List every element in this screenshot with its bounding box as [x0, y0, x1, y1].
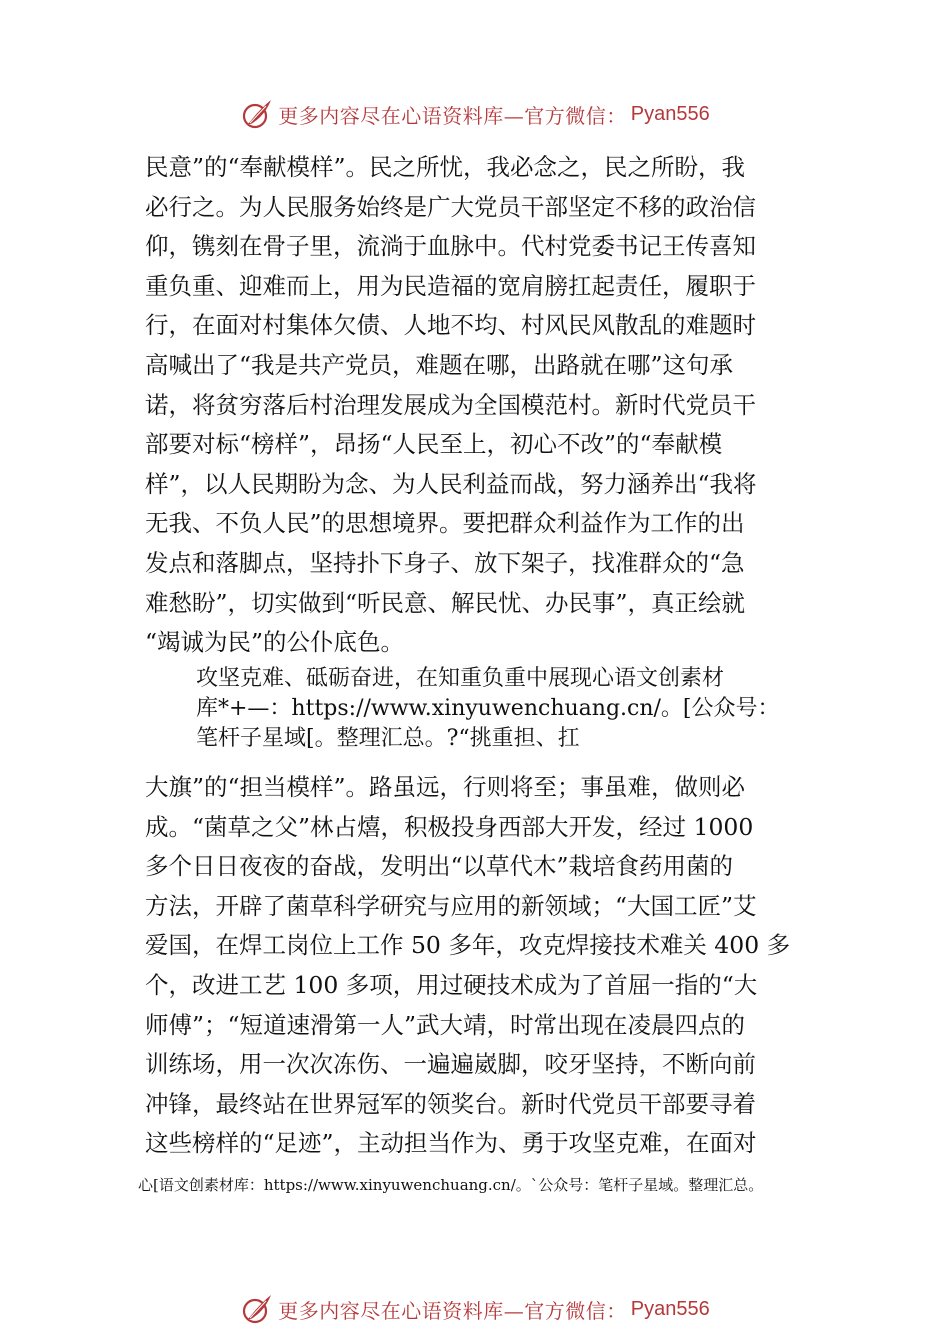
paragraph-3: 大旗”的“担当模样”。路虽远，行则将至；事虽难，做则必 成。“菌草之父”林占熺，积极投身西部大开发，经过 1000 多个日日夜夜的奋战，发明出“以草代木”栽培食药用菌的 方法，开辟了菌草科学研究与应用的新领域；“大国工匠”艾 爱国，在焊工岗位上工作 50 多年，攻克焊接技术难关 400 多 个，改进工艺 100 多项，用过硬技术成为了首屈一指的“大 师傅”；“短道速滑第一人”武大靖，时常出现在凌晨四点的 训练场，用一次次冻伤、一遍遍崴脚，咬牙坚持，不断向前 冲锋，最终站在世界冠军的领奖台。新时代党员干部要寻着 这些榜样的“足迹”，主动担当作为、勇于攻坚克难，在面对 [145, 773, 791, 1158]
banner-text: 更多内容尽在心语资料库—官方微信： [278, 103, 627, 128]
paragraph-1: 民意”的“奉献模样”。民之所忧，我必念之，民之所盼，我 必行之。为人民服务始终是广大党员干部坚定不移的政治信 仰，镌刻在骨子里，流淌于血脉中。代村党委书记王传喜知 重负重、迎难而上，用为民造福的宽肩膀扛起责任，履职于 行，在面对村集体欠债、人地不均、村风民风散乱的难题时 高喊出了“我是共产党员，难题在哪，出路就在哪”这句承 诺，将贫穷落后村治理发展成为全国模范村。新时代党员干 部要对标“榜样”，昂扬“人民至上，初心不改”的“奉献模 样”，以人民期盼为念、为人民利益而战，努力涵养出“我将 无我、不负人民”的思想境界。要把群众利益作为工作的出 发点和落脚点，坚持扑下身子、放下架子，找准群众的“急 难愁盼”，切实做到“听民意、解民忧、办民事”，真正绘就 “竭诚为民”的公仆底色。 [145, 153, 757, 657]
banner-text: 更多内容尽在心语资料库—官方微信： [278, 1298, 627, 1323]
feather-quill-logo-icon [240, 1292, 274, 1326]
header-banner [0, 94, 950, 134]
footer-note: 心[语文创素材库：https://www.xinyuwenchuang.cn/。`公众号：笔杆子星域。整理汇总。 [138, 1176, 764, 1194]
banner-wechat-id: Pyan556 [630, 1297, 710, 1320]
banner-wechat-id: Pyan556 [630, 102, 710, 125]
footer-banner [0, 1289, 950, 1329]
paragraph-2-heading: 攻坚克难、砥砺奋进，在知重负重中展现心语文创素材 库*+—：https://www.xinyuwenchuang.cn/。[公众号： 笔杆子星域[。整理汇总。?“挑重担、扛 [196, 666, 780, 751]
feather-quill-logo-icon [240, 97, 274, 131]
